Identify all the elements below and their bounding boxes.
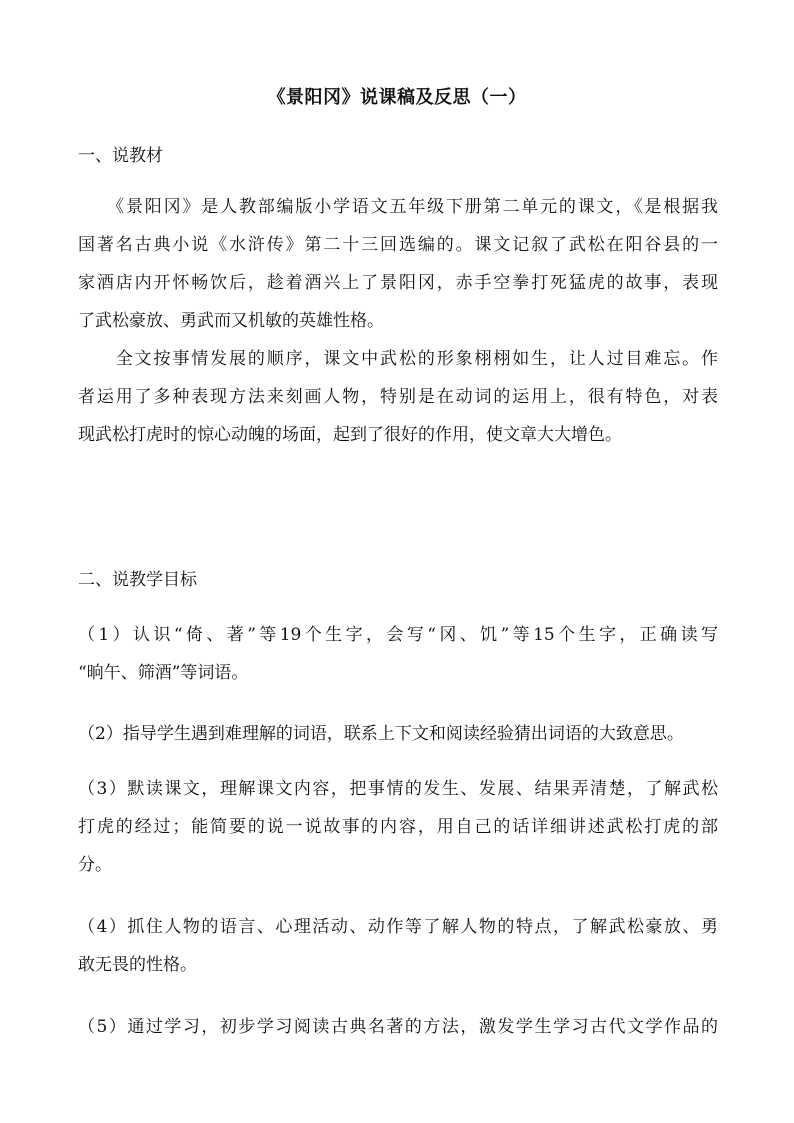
paragraph-line: 敢无畏的性格。 bbox=[78, 955, 197, 975]
goal-item-2 bbox=[78, 715, 718, 753]
section-heading-goals: 二、说教学目标 bbox=[78, 570, 197, 590]
paragraph-line: 全文按事情发展的顺序，课文中武松的形象栩栩如生，让人过目难忘。作 bbox=[78, 349, 718, 369]
paragraph-line: 打虎的经过；能简要的说一说故事的内容，用自己的话详细讲述武松打虎的部 bbox=[78, 817, 718, 837]
paragraph-line: 了武松豪放、勇武而又机敏的英雄性格。 bbox=[78, 311, 384, 331]
document-title: 《景阳冈》说课稿及反思（一） bbox=[267, 87, 527, 108]
paragraph-line: （5）通过学习，初步学习阅读古典名著的方法，激发学生学习古代文学作品的 bbox=[78, 1017, 718, 1037]
paragraph-line: （4）抓住人物的语言、心理活动、动作等了解人物的特点，了解武松豪放、勇 bbox=[78, 917, 718, 937]
paragraph-line: 国著名古典小说《水浒传》第二十三回选编的。课文记叙了武松在阳谷县的一 bbox=[78, 235, 718, 255]
paragraph-line: 《景阳冈》是人教部编版小学语文五年级下册第二单元的课文，《是根据我 bbox=[78, 197, 718, 217]
paragraph-textbook-analysis bbox=[78, 340, 718, 454]
section-heading-textbook: 一、说教材 bbox=[78, 146, 163, 166]
paragraph-line: 现武松打虎时的惊心动魄的场面，起到了很好的作用，使文章大大增色。 bbox=[78, 425, 622, 445]
paragraph-line: 者运用了多种表现方法来刻画人物，特别是在动词的运用上，很有特色，对表 bbox=[78, 387, 718, 407]
paragraph-line: （1）认识“倚、著”等19个生字，会写“冈、饥”等15个生字，正确读写 bbox=[78, 625, 718, 645]
paragraph-line: 分。 bbox=[78, 855, 112, 875]
paragraph-line: 家酒店内开怀畅饮后，趁着酒兴上了景阳冈，赤手空拳打死猛虎的故事，表现 bbox=[78, 273, 718, 293]
paragraph-line: “晌午、筛酒”等词语。 bbox=[78, 663, 249, 683]
goal-item-4 bbox=[78, 908, 718, 984]
goal-item-3 bbox=[78, 770, 718, 884]
paragraph-line: （2）指导学生遇到难理解的词语，联系上下文和阅读经验猜出词语的大致意思。 bbox=[78, 724, 684, 744]
paragraph-textbook-intro bbox=[78, 188, 718, 340]
goal-item-5 bbox=[78, 1008, 718, 1046]
goal-item-1 bbox=[78, 616, 718, 692]
paragraph-line: （3）默读课文，理解课文内容，把事情的发生、发展、结果弄清楚，了解武松 bbox=[78, 779, 718, 799]
